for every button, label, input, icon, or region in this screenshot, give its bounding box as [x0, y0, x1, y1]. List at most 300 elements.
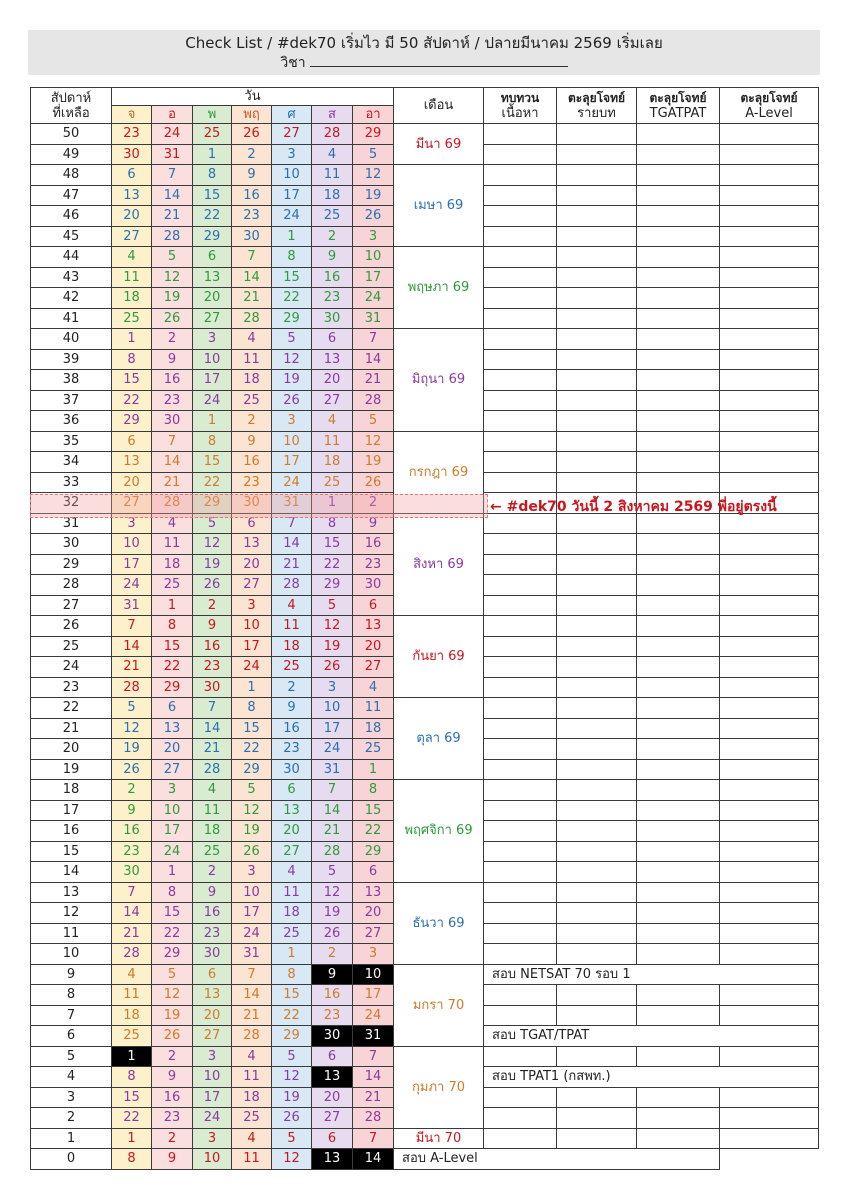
checklist-cell[interactable] [484, 144, 557, 165]
day-cell[interactable]: 8 [272, 964, 312, 985]
checklist-cell[interactable] [557, 226, 637, 247]
day-cell[interactable]: 1 [112, 1128, 152, 1149]
checklist-cell[interactable] [720, 739, 819, 760]
day-cell[interactable]: 11 [152, 534, 193, 555]
day-cell[interactable]: 24 [272, 472, 312, 493]
day-cell[interactable]: 11 [232, 349, 272, 370]
day-cell[interactable]: 27 [193, 1026, 232, 1047]
day-cell[interactable]: 5 [232, 780, 272, 801]
checklist-cell[interactable] [557, 1087, 637, 1108]
checklist-cell[interactable] [637, 288, 720, 309]
checklist-cell[interactable] [637, 862, 720, 883]
day-cell[interactable]: 14 [152, 452, 193, 473]
checklist-cell[interactable] [484, 472, 557, 493]
day-cell[interactable]: 9 [112, 800, 152, 821]
checklist-cell[interactable] [637, 472, 720, 493]
day-cell[interactable]: 21 [353, 1087, 394, 1108]
day-cell[interactable]: 3 [232, 595, 272, 616]
day-cell[interactable]: 12 [353, 431, 394, 452]
checklist-cell[interactable] [484, 821, 557, 842]
day-cell[interactable]: 28 [312, 124, 353, 145]
checklist-cell[interactable] [720, 800, 819, 821]
checklist-cell[interactable] [557, 780, 637, 801]
checklist-cell[interactable] [720, 308, 819, 329]
checklist-cell[interactable] [557, 1046, 637, 1067]
checklist-cell[interactable] [637, 759, 720, 780]
day-cell[interactable]: 6 [353, 595, 394, 616]
checklist-cell[interactable] [637, 144, 720, 165]
day-cell[interactable]: 5 [353, 144, 394, 165]
checklist-cell[interactable] [720, 554, 819, 575]
day-cell[interactable]: 19 [312, 903, 353, 924]
checklist-cell[interactable] [484, 800, 557, 821]
checklist-cell[interactable] [720, 595, 819, 616]
checklist-cell[interactable] [720, 411, 819, 432]
checklist-cell[interactable] [557, 616, 637, 637]
day-cell[interactable]: 7 [193, 698, 232, 719]
day-cell[interactable]: 15 [272, 267, 312, 288]
checklist-cell[interactable] [720, 124, 819, 145]
checklist-cell[interactable] [637, 1087, 720, 1108]
day-cell[interactable]: 8 [112, 1149, 152, 1170]
checklist-cell[interactable] [557, 841, 637, 862]
day-cell[interactable]: 26 [112, 759, 152, 780]
day-cell[interactable]: 21 [112, 923, 152, 944]
day-cell[interactable]: 10 [193, 1067, 232, 1088]
checklist-cell[interactable] [557, 1128, 637, 1149]
day-cell[interactable]: 17 [152, 821, 193, 842]
day-cell[interactable]: 8 [112, 349, 152, 370]
day-cell[interactable]: 27 [272, 841, 312, 862]
checklist-cell[interactable] [637, 165, 720, 186]
day-cell[interactable]: 23 [152, 390, 193, 411]
day-cell[interactable]: 13 [312, 1067, 353, 1088]
checklist-cell[interactable] [557, 308, 637, 329]
day-cell[interactable]: 30 [312, 1026, 353, 1047]
day-cell[interactable]: 25 [272, 657, 312, 678]
day-cell[interactable]: 11 [193, 800, 232, 821]
day-cell[interactable]: 1 [312, 493, 353, 514]
day-cell[interactable]: 26 [312, 923, 353, 944]
day-cell[interactable]: 16 [272, 718, 312, 739]
day-cell[interactable]: 21 [232, 1005, 272, 1026]
day-cell[interactable]: 20 [232, 554, 272, 575]
day-cell[interactable]: 17 [193, 370, 232, 391]
checklist-cell[interactable] [720, 616, 819, 637]
checklist-cell[interactable] [484, 349, 557, 370]
checklist-cell[interactable] [637, 780, 720, 801]
day-cell[interactable]: 17 [272, 452, 312, 473]
day-cell[interactable]: 7 [353, 1128, 394, 1149]
checklist-cell[interactable] [637, 616, 720, 637]
day-cell[interactable]: 29 [353, 124, 394, 145]
checklist-cell[interactable] [637, 657, 720, 678]
day-cell[interactable]: 30 [112, 862, 152, 883]
day-cell[interactable]: 29 [152, 677, 193, 698]
day-cell[interactable]: 14 [193, 718, 232, 739]
checklist-cell[interactable] [484, 862, 557, 883]
day-cell[interactable]: 9 [232, 165, 272, 186]
checklist-cell[interactable] [557, 165, 637, 186]
checklist-cell[interactable] [637, 226, 720, 247]
checklist-cell[interactable] [720, 370, 819, 391]
checklist-cell[interactable] [484, 636, 557, 657]
day-cell[interactable]: 1 [193, 411, 232, 432]
day-cell[interactable]: 28 [353, 1108, 394, 1129]
day-cell[interactable]: 4 [312, 144, 353, 165]
day-cell[interactable]: 10 [193, 1149, 232, 1170]
checklist-cell[interactable] [484, 267, 557, 288]
checklist-cell[interactable] [720, 821, 819, 842]
day-cell[interactable]: 25 [112, 1026, 152, 1047]
day-cell[interactable]: 23 [232, 206, 272, 227]
day-cell[interactable]: 28 [112, 677, 152, 698]
checklist-cell[interactable] [720, 185, 819, 206]
day-cell[interactable]: 22 [193, 206, 232, 227]
day-cell[interactable]: 17 [232, 903, 272, 924]
day-cell[interactable]: 8 [112, 1067, 152, 1088]
day-cell[interactable]: 12 [232, 800, 272, 821]
checklist-cell[interactable] [720, 985, 819, 1006]
checklist-cell[interactable] [637, 349, 720, 370]
day-cell[interactable]: 28 [152, 226, 193, 247]
day-cell[interactable]: 18 [152, 554, 193, 575]
checklist-cell[interactable] [557, 472, 637, 493]
day-cell[interactable]: 8 [353, 780, 394, 801]
day-cell[interactable]: 9 [232, 431, 272, 452]
day-cell[interactable]: 1 [152, 595, 193, 616]
day-cell[interactable]: 26 [193, 575, 232, 596]
subject-blank[interactable] [310, 54, 568, 67]
day-cell[interactable]: 31 [272, 493, 312, 514]
day-cell[interactable]: 5 [112, 698, 152, 719]
checklist-cell[interactable] [484, 903, 557, 924]
checklist-cell[interactable] [637, 390, 720, 411]
checklist-cell[interactable] [557, 1108, 637, 1129]
day-cell[interactable]: 18 [193, 821, 232, 842]
day-cell[interactable]: 12 [152, 267, 193, 288]
day-cell[interactable]: 2 [193, 862, 232, 883]
day-cell[interactable]: 25 [232, 390, 272, 411]
day-cell[interactable]: 17 [272, 185, 312, 206]
checklist-cell[interactable] [557, 185, 637, 206]
checklist-cell[interactable] [484, 206, 557, 227]
day-cell[interactable]: 11 [272, 616, 312, 637]
day-cell[interactable]: 23 [312, 1005, 353, 1026]
day-cell[interactable]: 23 [152, 1108, 193, 1129]
checklist-cell[interactable] [720, 1108, 819, 1129]
checklist-cell[interactable] [484, 739, 557, 760]
day-cell[interactable]: 31 [232, 944, 272, 965]
checklist-cell[interactable] [637, 411, 720, 432]
day-cell[interactable]: 4 [272, 862, 312, 883]
checklist-cell[interactable] [484, 677, 557, 698]
day-cell[interactable]: 5 [353, 411, 394, 432]
day-cell[interactable]: 12 [272, 349, 312, 370]
day-cell[interactable]: 16 [193, 903, 232, 924]
day-cell[interactable]: 22 [112, 1108, 152, 1129]
checklist-cell[interactable] [557, 390, 637, 411]
day-cell[interactable]: 22 [232, 739, 272, 760]
day-cell[interactable]: 26 [232, 841, 272, 862]
day-cell[interactable]: 24 [232, 657, 272, 678]
checklist-cell[interactable] [637, 124, 720, 145]
checklist-cell[interactable] [557, 636, 637, 657]
day-cell[interactable]: 17 [312, 718, 353, 739]
day-cell[interactable]: 29 [353, 841, 394, 862]
day-cell[interactable]: 13 [353, 882, 394, 903]
day-cell[interactable]: 15 [152, 636, 193, 657]
day-cell[interactable]: 19 [152, 288, 193, 309]
day-cell[interactable]: 29 [272, 1026, 312, 1047]
day-cell[interactable]: 2 [152, 1046, 193, 1067]
day-cell[interactable]: 8 [152, 616, 193, 637]
day-cell[interactable]: 14 [112, 903, 152, 924]
day-cell[interactable]: 20 [112, 472, 152, 493]
day-cell[interactable]: 14 [353, 1149, 394, 1170]
checklist-cell[interactable] [720, 575, 819, 596]
day-cell[interactable]: 10 [193, 349, 232, 370]
day-cell[interactable]: 9 [272, 698, 312, 719]
day-cell[interactable]: 25 [152, 575, 193, 596]
checklist-cell[interactable] [720, 718, 819, 739]
checklist-cell[interactable] [484, 124, 557, 145]
day-cell[interactable]: 9 [312, 247, 353, 268]
day-cell[interactable]: 20 [193, 288, 232, 309]
day-cell[interactable]: 30 [112, 144, 152, 165]
day-cell[interactable]: 3 [353, 944, 394, 965]
day-cell[interactable]: 24 [193, 390, 232, 411]
day-cell[interactable]: 22 [312, 554, 353, 575]
day-cell[interactable]: 14 [152, 185, 193, 206]
day-cell[interactable]: 11 [112, 985, 152, 1006]
day-cell[interactable]: 24 [152, 841, 193, 862]
day-cell[interactable]: 10 [272, 165, 312, 186]
day-cell[interactable]: 21 [152, 206, 193, 227]
day-cell[interactable]: 6 [112, 165, 152, 186]
checklist-cell[interactable] [637, 739, 720, 760]
day-cell[interactable]: 8 [193, 165, 232, 186]
day-cell[interactable]: 16 [152, 370, 193, 391]
day-cell[interactable]: 21 [272, 554, 312, 575]
day-cell[interactable]: 1 [272, 226, 312, 247]
checklist-cell[interactable] [557, 657, 637, 678]
day-cell[interactable]: 12 [112, 718, 152, 739]
day-cell[interactable]: 15 [193, 185, 232, 206]
day-cell[interactable]: 20 [353, 903, 394, 924]
checklist-cell[interactable] [557, 431, 637, 452]
day-cell[interactable]: 11 [112, 267, 152, 288]
day-cell[interactable]: 9 [312, 964, 353, 985]
day-cell[interactable]: 18 [232, 370, 272, 391]
day-cell[interactable]: 5 [272, 329, 312, 350]
checklist-cell[interactable] [484, 616, 557, 637]
day-cell[interactable]: 25 [272, 923, 312, 944]
day-cell[interactable]: 6 [193, 247, 232, 268]
checklist-cell[interactable] [637, 882, 720, 903]
checklist-cell[interactable] [637, 944, 720, 965]
day-cell[interactable]: 5 [272, 1128, 312, 1149]
day-cell[interactable]: 18 [272, 636, 312, 657]
day-cell[interactable]: 10 [112, 534, 152, 555]
checklist-cell[interactable] [637, 841, 720, 862]
checklist-cell[interactable] [720, 862, 819, 883]
day-cell[interactable]: 26 [232, 124, 272, 145]
day-cell[interactable]: 30 [232, 226, 272, 247]
day-cell[interactable]: 4 [232, 1128, 272, 1149]
day-cell[interactable]: 24 [312, 739, 353, 760]
checklist-cell[interactable] [484, 288, 557, 309]
day-cell[interactable]: 3 [353, 226, 394, 247]
day-cell[interactable]: 21 [112, 657, 152, 678]
checklist-cell[interactable] [637, 718, 720, 739]
day-cell[interactable]: 19 [232, 821, 272, 842]
day-cell[interactable]: 6 [312, 329, 353, 350]
checklist-cell[interactable] [557, 124, 637, 145]
checklist-cell[interactable] [720, 657, 819, 678]
day-cell[interactable]: 28 [272, 575, 312, 596]
day-cell[interactable]: 10 [312, 698, 353, 719]
checklist-cell[interactable] [637, 923, 720, 944]
day-cell[interactable]: 6 [112, 431, 152, 452]
day-cell[interactable]: 26 [353, 206, 394, 227]
day-cell[interactable]: 13 [312, 349, 353, 370]
day-cell[interactable]: 10 [232, 882, 272, 903]
checklist-cell[interactable] [484, 185, 557, 206]
day-cell[interactable]: 20 [193, 1005, 232, 1026]
day-cell[interactable]: 12 [312, 616, 353, 637]
checklist-cell[interactable] [637, 1046, 720, 1067]
checklist-cell[interactable] [720, 841, 819, 862]
day-cell[interactable]: 4 [232, 1046, 272, 1067]
day-cell[interactable]: 1 [272, 944, 312, 965]
checklist-cell[interactable] [637, 1005, 720, 1026]
day-cell[interactable]: 28 [112, 944, 152, 965]
day-cell[interactable]: 5 [193, 513, 232, 534]
day-cell[interactable]: 13 [312, 1149, 353, 1170]
day-cell[interactable]: 28 [312, 841, 353, 862]
day-cell[interactable]: 26 [152, 1026, 193, 1047]
checklist-cell[interactable] [637, 452, 720, 473]
day-cell[interactable]: 22 [272, 1005, 312, 1026]
day-cell[interactable]: 4 [272, 595, 312, 616]
day-cell[interactable]: 30 [353, 575, 394, 596]
day-cell[interactable]: 23 [193, 923, 232, 944]
checklist-cell[interactable] [484, 595, 557, 616]
checklist-cell[interactable] [484, 841, 557, 862]
day-cell[interactable]: 28 [232, 1026, 272, 1047]
day-cell[interactable]: 2 [272, 677, 312, 698]
day-cell[interactable]: 7 [112, 882, 152, 903]
day-cell[interactable]: 19 [272, 370, 312, 391]
checklist-cell[interactable] [557, 595, 637, 616]
day-cell[interactable]: 30 [193, 677, 232, 698]
day-cell[interactable]: 1 [152, 862, 193, 883]
day-cell[interactable]: 3 [193, 1046, 232, 1067]
checklist-cell[interactable] [637, 206, 720, 227]
checklist-cell[interactable] [637, 431, 720, 452]
checklist-cell[interactable] [637, 575, 720, 596]
day-cell[interactable]: 16 [112, 821, 152, 842]
day-cell[interactable]: 20 [312, 370, 353, 391]
checklist-cell[interactable] [720, 165, 819, 186]
day-cell[interactable]: 16 [193, 636, 232, 657]
day-cell[interactable]: 25 [232, 1108, 272, 1129]
checklist-cell[interactable] [720, 267, 819, 288]
day-cell[interactable]: 2 [112, 780, 152, 801]
checklist-cell[interactable] [557, 1005, 637, 1026]
checklist-cell[interactable] [637, 1108, 720, 1129]
day-cell[interactable]: 24 [353, 1005, 394, 1026]
day-cell[interactable]: 22 [152, 923, 193, 944]
day-cell[interactable]: 5 [312, 862, 353, 883]
day-cell[interactable]: 31 [312, 759, 353, 780]
checklist-cell[interactable] [720, 903, 819, 924]
day-cell[interactable]: 10 [152, 800, 193, 821]
checklist-cell[interactable] [637, 554, 720, 575]
day-cell[interactable]: 15 [353, 800, 394, 821]
checklist-cell[interactable] [637, 1128, 720, 1149]
day-cell[interactable]: 25 [193, 841, 232, 862]
checklist-cell[interactable] [720, 1128, 819, 1149]
checklist-cell[interactable] [484, 575, 557, 596]
day-cell[interactable]: 12 [312, 882, 353, 903]
day-cell[interactable]: 4 [232, 329, 272, 350]
day-cell[interactable]: 12 [193, 534, 232, 555]
day-cell[interactable]: 10 [353, 964, 394, 985]
day-cell[interactable]: 14 [312, 800, 353, 821]
checklist-cell[interactable] [484, 759, 557, 780]
day-cell[interactable]: 25 [353, 739, 394, 760]
day-cell[interactable]: 2 [152, 1128, 193, 1149]
day-cell[interactable]: 5 [312, 595, 353, 616]
checklist-cell[interactable] [637, 185, 720, 206]
checklist-cell[interactable] [720, 431, 819, 452]
checklist-cell[interactable] [720, 780, 819, 801]
day-cell[interactable]: 19 [353, 452, 394, 473]
day-cell[interactable]: 24 [272, 206, 312, 227]
checklist-cell[interactable] [720, 698, 819, 719]
day-cell[interactable]: 1 [112, 329, 152, 350]
day-cell[interactable]: 14 [353, 349, 394, 370]
day-cell[interactable]: 18 [272, 903, 312, 924]
checklist-cell[interactable] [557, 862, 637, 883]
day-cell[interactable]: 31 [353, 308, 394, 329]
day-cell[interactable]: 27 [353, 923, 394, 944]
day-cell[interactable]: 1 [353, 759, 394, 780]
checklist-cell[interactable] [720, 349, 819, 370]
day-cell[interactable]: 16 [232, 185, 272, 206]
checklist-cell[interactable] [484, 554, 557, 575]
checklist-cell[interactable] [720, 1046, 819, 1067]
day-cell[interactable]: 7 [353, 1046, 394, 1067]
checklist-cell[interactable] [557, 677, 637, 698]
day-cell[interactable]: 7 [232, 964, 272, 985]
checklist-cell[interactable] [484, 165, 557, 186]
day-cell[interactable]: 24 [353, 288, 394, 309]
day-cell[interactable]: 24 [152, 124, 193, 145]
checklist-cell[interactable] [484, 329, 557, 350]
checklist-cell[interactable] [557, 411, 637, 432]
checklist-cell[interactable] [484, 308, 557, 329]
day-cell[interactable]: 27 [152, 759, 193, 780]
checklist-cell[interactable] [720, 144, 819, 165]
checklist-cell[interactable] [637, 800, 720, 821]
day-cell[interactable]: 13 [232, 534, 272, 555]
checklist-cell[interactable] [484, 411, 557, 432]
day-cell[interactable]: 9 [152, 1149, 193, 1170]
day-cell[interactable]: 14 [353, 1067, 394, 1088]
